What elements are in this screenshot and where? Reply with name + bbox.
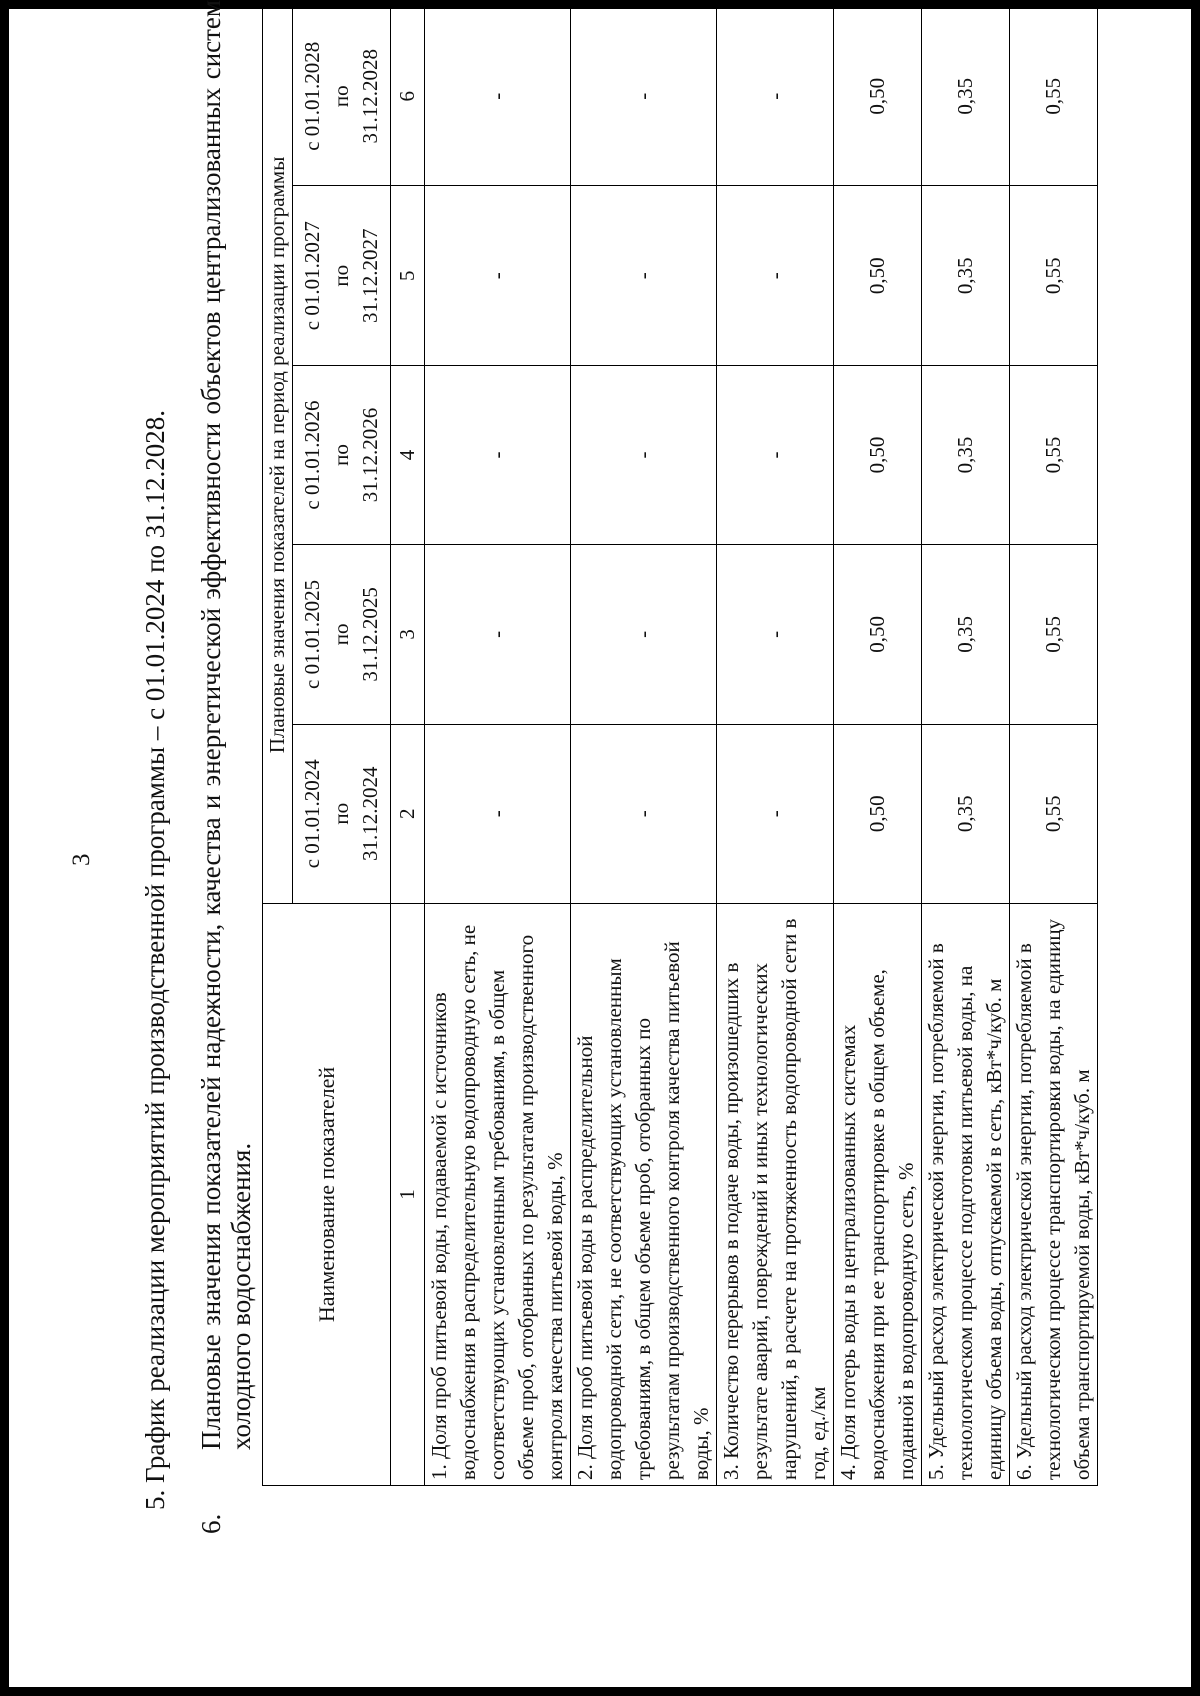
indicator-value: 0,50 xyxy=(834,545,922,724)
section-5-heading: 5. График реализации мероприятий производственной программы – с 01.01.2024 по 31.12.2028. xyxy=(140,409,170,1510)
indicator-value: 0,50 xyxy=(834,724,922,903)
indicator-value: - xyxy=(717,365,834,544)
indicator-value: 0,55 xyxy=(1010,7,1098,187)
header-indicator-name: Наименование показателей xyxy=(263,903,391,1485)
indicator-value: 0,50 xyxy=(834,365,922,544)
indicator-value: 0,55 xyxy=(1010,724,1098,903)
period-header-2026: с 01.01.2026 по 31.12.2026 xyxy=(293,365,391,544)
page-number: 3 xyxy=(68,853,95,866)
indicator-value: - xyxy=(571,545,717,724)
table-row xyxy=(1010,7,1098,1486)
section-6-text: Плановые значения показателей надежности, качества и энергетической эффективности объектов централизованных систем холодного водоснабжения. xyxy=(196,0,256,1450)
period-header-2027: с 01.01.2027 по 31.12.2027 xyxy=(293,186,391,365)
indicator-value: 0,50 xyxy=(834,186,922,365)
col-number: 5 xyxy=(391,186,425,365)
period-header-2024: с 01.01.2024 по 31.12.2024 xyxy=(293,724,391,903)
indicator-value: - xyxy=(425,724,571,903)
col-number: 6 xyxy=(391,7,425,187)
col-number: 3 xyxy=(391,545,425,724)
indicator-value: 0,35 xyxy=(922,186,1010,365)
indicator-value: 0,35 xyxy=(922,365,1010,544)
indicator-value: - xyxy=(717,724,834,903)
section-6-number: 6. xyxy=(196,1513,226,1534)
indicator-value: 0,35 xyxy=(922,7,1010,187)
indicator-name: 4. Доля потерь воды в централизованных системах водоснабжения при ее транспортировке в общем объеме, поданной в водопроводную сеть, % xyxy=(834,903,922,1485)
indicator-value: 0,50 xyxy=(834,7,922,187)
indicator-value: 0,55 xyxy=(1010,545,1098,724)
indicator-value: - xyxy=(571,724,717,903)
header-planned-values: Плановые значения показателей на период реализации программы xyxy=(263,7,293,904)
indicator-value: 0,55 xyxy=(1010,186,1098,365)
period-header-2025: с 01.01.2025 по 31.12.2025 xyxy=(293,545,391,724)
indicator-name: 2. Доля проб питьевой воды в распределительной водопроводной сети, не соответствующих установленным требованиям, в общем объеме проб, отобранных по результатам производственного контроля качества питьевой воды, % xyxy=(571,903,717,1485)
indicator-name: 5. Удельный расход электрической энергии, потребляемой в технологическом процессе подготовки питьевой воды, на единицу объема воды, отпускаемой в сеть, кВт*ч/куб. м xyxy=(922,903,1010,1485)
indicator-value: 0,35 xyxy=(922,545,1010,724)
indicator-name: 3. Количество перерывов в подаче воды, произошедших в результате аварий, повреждений и иных технологических нарушений, в расчете на протяженность водопроводной сети в год, ед./км xyxy=(717,903,834,1485)
indicator-value: - xyxy=(717,186,834,365)
col-number: 4 xyxy=(391,365,425,544)
indicator-value: 0,35 xyxy=(922,724,1010,903)
indicator-name: 6. Удельный расход электрической энергии, потребляемой в технологическом процессе транспортировки воды, на единицу объема транспортируемой воды, кВт*ч/куб. м xyxy=(1010,903,1098,1485)
indicator-value: 0,55 xyxy=(1010,365,1098,544)
table-row xyxy=(571,7,717,1486)
indicator-value: - xyxy=(571,7,717,187)
indicator-value: - xyxy=(571,186,717,365)
indicator-value: - xyxy=(425,545,571,724)
table-row xyxy=(834,7,922,1486)
indicator-name: 1. Доля проб питьевой воды, подаваемой с источников водоснабжения в распределительную водопроводную сеть, не соответствующих установленным требованиям, в общем объеме проб, отобранных по результатам производственного контроля качества питьевой воды, % xyxy=(425,903,571,1485)
table-row xyxy=(717,7,834,1486)
col-number: 2 xyxy=(391,724,425,903)
indicators-table xyxy=(262,6,1098,1486)
table-row xyxy=(922,7,1010,1486)
indicator-value: - xyxy=(425,7,571,187)
col-number: 1 xyxy=(391,903,425,1485)
indicator-value: - xyxy=(571,365,717,544)
indicator-value: - xyxy=(717,545,834,724)
period-header-2028: с 01.01.2028 по 31.12.2028 xyxy=(293,7,391,187)
indicator-value: - xyxy=(425,186,571,365)
column-number-row xyxy=(391,7,425,1486)
indicator-value: - xyxy=(717,7,834,187)
indicator-value: - xyxy=(425,365,571,544)
table-row xyxy=(425,7,571,1486)
section-6-heading xyxy=(196,0,256,1534)
